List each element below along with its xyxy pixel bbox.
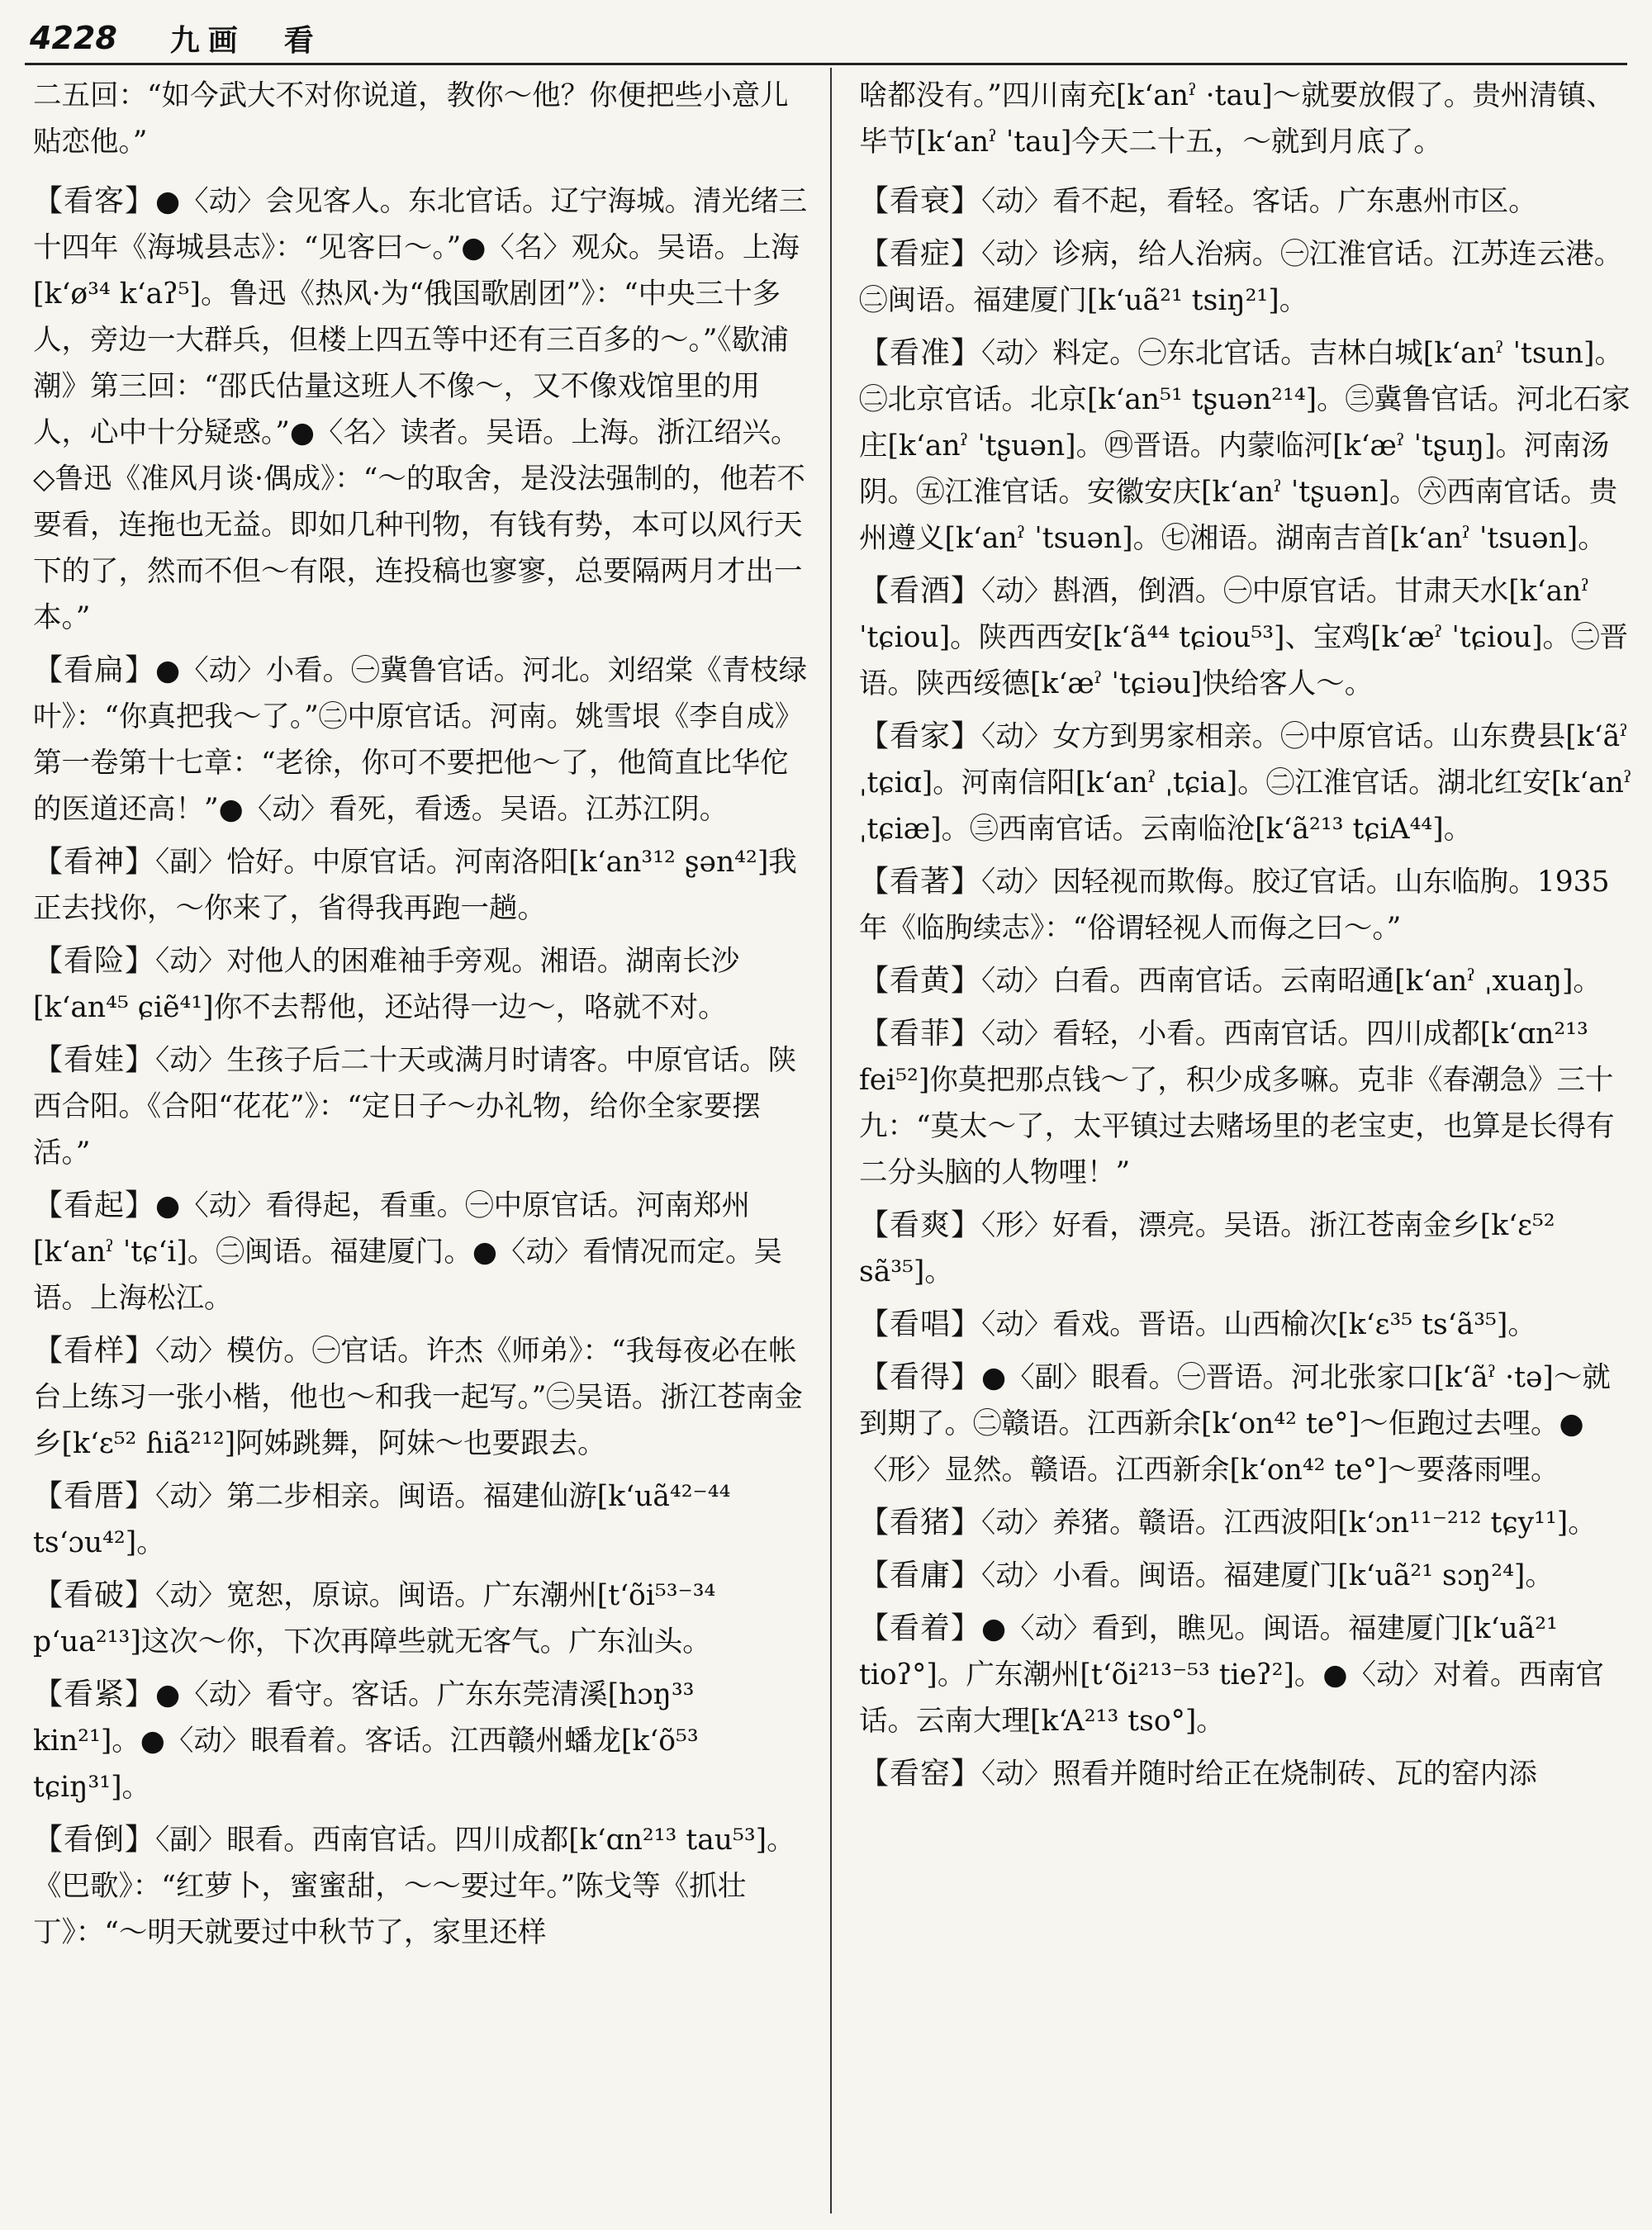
entry-text: 〈动〉因轻视而欺侮。胶辽官话。山东临朐。1935年《临朐续志》：“俗谓轻视人而侮之曰～。” <box>859 866 1610 945</box>
page-number: 4228 <box>30 20 117 56</box>
entry-headword: 【看爽】 <box>859 1208 982 1242</box>
entry-headword: 【看着】 <box>859 1611 982 1645</box>
dictionary-entry <box>859 859 1635 951</box>
entry-headword: 【看样】 <box>33 1334 156 1368</box>
entry-text: 〈动〉看不起，看轻。客话。广东惠州市区。 <box>981 185 1537 218</box>
entry-headword: 【看准】 <box>859 336 982 370</box>
dictionary-entry <box>33 178 809 641</box>
dictionary-entry <box>33 1328 809 1467</box>
entry-headword: 【看厝】 <box>33 1479 156 1513</box>
entry-headword: 【看猪】 <box>859 1506 982 1540</box>
entry-headword: 【看唱】 <box>859 1307 982 1341</box>
entry-text: 〈副〉眼看。西南官话。四川成都[kʻɑn²¹³ tau⁵³]。《巴歌》：“红萝卜，蜜蜜甜，～～要过年。”陈戈等《抓壮丁》：“～明天就要过中秋节了，家里还样 <box>33 1824 795 1949</box>
dictionary-entry <box>33 938 809 1031</box>
dictionary-entry <box>859 178 1635 225</box>
entry-text: ●〈动〉看得起，看重。㊀中原官话。河南郑州[kʻanˀ ˈtɕʻi]。㊁闽语。福建厦门。●〈动〉看情况而定。吴语。上海松江。 <box>33 1189 782 1315</box>
right-column <box>859 73 1635 1804</box>
dictionary-entry <box>859 231 1635 324</box>
dictionary-entry <box>859 330 1635 562</box>
entry-headword: 【看窑】 <box>859 1757 982 1791</box>
entry-headword: 【看家】 <box>859 719 982 753</box>
entry-headword: 【看酒】 <box>859 574 982 608</box>
entry-headword: 【看症】 <box>859 237 982 271</box>
entry-text: 〈动〉养猪。赣语。江西波阳[kʻɔn¹¹⁻²¹² tɕy¹¹]。 <box>981 1506 1597 1540</box>
column-divider <box>830 68 832 2213</box>
entry-text: 啥都没有。”四川南充[kʻanˀ ·tau]～就要放假了。贵州清镇、毕节[kʻanˀ ˈtau]今天二十五，～就到月底了。 <box>859 79 1615 159</box>
dictionary-entry <box>859 1011 1635 1196</box>
entry-text: ●〈动〉看到，瞧见。闽语。福建厦门[kʻuã²¹ tioʔ°]。广东潮州[tʻõi²¹³⁻⁵³ tieʔ²]。●〈动〉对着。西南官话。云南大理[kʻA²¹³ tso°]。 <box>859 1612 1605 1738</box>
dictionary-entry <box>859 1203 1635 1295</box>
dictionary-entry <box>859 1606 1635 1744</box>
dictionary-entry <box>33 1037 809 1176</box>
entry-text: 〈动〉生孩子后二十天或满月时请客。中原官话。陕西合阳。《合阳“花花”》：“定日子～办礼物，给你全家要摆活。” <box>33 1044 797 1170</box>
entry-text: 〈动〉宽恕，原谅。闽语。广东潮州[tʻõi⁵³⁻³⁴ pʻua²¹³]这次～你，下次再障些就无客气。广东汕头。 <box>33 1579 716 1658</box>
entry-headword: 【看客】 <box>33 184 156 218</box>
entry-headword: 【看倒】 <box>33 1823 156 1857</box>
entry-text: ●〈副〉眼看。㊀晋语。河北张家口[kʻãˀ ·tə]～就到期了。㊁赣语。江西新余[kʻon⁴² te°]～佢跑过去哩。●〈形〉显然。赣语。江西新余[kʻon⁴² te°]～要落雨哩。 <box>859 1361 1611 1487</box>
entry-text: 〈动〉白看。西南官话。云南昭通[kʻanˀ ˌxuaŋ]。 <box>981 965 1602 998</box>
entry-headword: 【看扁】 <box>33 653 156 687</box>
entry-text: 〈动〉看戏。晋语。山西榆次[kʻɛ³⁵ tsʻã³⁵]。 <box>981 1308 1536 1341</box>
entry-headword: 【看衰】 <box>859 184 982 218</box>
entry-headword: 【看起】 <box>33 1189 156 1222</box>
entry-text: ●〈动〉小看。㊀冀鲁官话。河北。刘绍棠《青枝绿叶》：“你真把我～了。”㊁中原官话。河南。姚雪垠《李自成》第一卷第十七章：“老徐，你可不要把他～了，他简直比华佗的医道还高！”●〈动〉看死，看透。吴语。江苏江阴。 <box>33 654 808 826</box>
entry-headword: 【看庸】 <box>859 1559 982 1592</box>
entry-text: 〈动〉料定。㊀东北官话。吉林白城[kʻanˀ ˈtsun]。㊁北京官话。北京[kʻan⁵¹ tʂuən²¹⁴]。㊂冀鲁官话。河北石家庄[kʻanˀ ˈtʂuən]。㊃晋语。内蒙临河[kʻæˀ ˈtʂuŋ]。河南汤阴。㊄江淮官话。安徽安庆[kʻanˀ ˈtʂuən]。㊅西南官话。贵州遵义[kʻanˀ ˈtsuən]。㊆湘语。湖南吉首[kʻanˀ ˈtsuən]。 <box>859 337 1631 555</box>
entry-text: 〈形〉好看，漂亮。吴语。浙江苍南金乡[kʻɛ⁵² sã³⁵]。 <box>859 1209 1555 1288</box>
entry-text: 〈动〉小看。闽语。福建厦门[kʻuã²¹ sɔŋ²⁴]。 <box>981 1559 1554 1592</box>
dictionary-entry <box>33 1183 809 1321</box>
dictionary-entry <box>859 1355 1635 1493</box>
entry-text: 〈动〉模仿。㊀官话。许杰《师弟》：“我每夜必在帐台上练习一张小楷，他也～和我一起写。”㊁吴语。浙江苍南金乡[kʻɛ⁵² ɦiã²¹²]阿姊跳舞，阿妹～也要跟去。 <box>33 1335 803 1460</box>
entry-text: ●〈动〉会见客人。东北官话。辽宁海城。清光绪三十四年《海城县志》：“见客曰～。”●〈名〉观众。吴语。上海[kʻø³⁴ kʻaʔ⁵]。鲁迅《热风·为“俄国歌剧团”》：“中央三十多人，旁边一大群兵，但楼上四五等中还有三百多的～。”《歇浦潮》第三回：“邵氏估量这班人不像～，又不像戏馆里的用人，心中十分疑惑。”●〈名〉读者。吴语。上海。浙江绍兴。◇鲁迅《准风月谈·偶成》：“～的取舍，是没法强制的，他若不要看，连拖也无益。即如几种刊物，有钱有势，本可以风行天下的了，然而不但～有限，连投稿也寥寥，总要隔两月才出一本。” <box>33 185 808 634</box>
entry-text: 〈动〉第二步相亲。闽语。福建仙游[kʻuã⁴²⁻⁴⁴ tsʻɔu⁴²]。 <box>33 1480 731 1559</box>
entry-text: 〈动〉诊病，给人治病。㊀江淮官话。江苏连云港。㊁闽语。福建厦门[kʻuã²¹ tsiŋ²¹]。 <box>859 238 1623 317</box>
dictionary-entry <box>859 568 1635 707</box>
dictionary-entry <box>859 1553 1635 1599</box>
entry-headword: 【看险】 <box>33 944 156 978</box>
entry-headword: 【看得】 <box>859 1360 982 1394</box>
entry-headword: 【看破】 <box>33 1578 156 1612</box>
entry-headword: 【看菲】 <box>859 1017 982 1051</box>
entry-text: 〈动〉看轻，小看。西南官话。四川成都[kʻɑn²¹³ fei⁵²]你莫把那点钱～了，积少成多嘛。克非《春潮急》三十九：“莫太～了，太平镇过去赌场里的老宝吏，也算是长得有二分头脑的人物哩！” <box>859 1018 1615 1189</box>
dictionary-entry <box>33 1672 809 1810</box>
section-title: 九画 看 <box>169 23 322 58</box>
entry-text: 〈动〉对他人的困难袖手旁观。湘语。湖南长沙[kʻan⁴⁵ ɕiẽ⁴¹]你不去帮他，还站得一边～，咯就不对。 <box>33 945 740 1024</box>
entry-text: 〈副〉恰好。中原官话。河南洛阳[kʻan³¹² ʂən⁴²]我正去找你，～你来了，省得我再跑一趟。 <box>33 846 797 925</box>
entry-headword: 【看黄】 <box>859 964 982 998</box>
dictionary-entry <box>33 648 809 833</box>
dictionary-entry <box>859 1500 1635 1546</box>
entry-text: 〈动〉斟酒，倒酒。㊀中原官话。甘肃天水[kʻanˀ ˈtɕiou]。陕西西安[kʻã⁴⁴ tɕiou⁵³]、宝鸡[kʻæˀ ˈtɕiou]。㊁晋语。陕西绥德[kʻæˀ ˈtɕiəu]快给客人～。 <box>859 575 1629 700</box>
dictionary-entry <box>859 73 1635 165</box>
dictionary-entry <box>859 1302 1635 1348</box>
entry-headword: 【看著】 <box>859 865 982 899</box>
dictionary-entry <box>33 1473 809 1566</box>
entry-text: 二五回：“如今武大不对你说道，教你～他？你便把些小意儿贴恋他。” <box>33 79 789 159</box>
header-rule <box>25 63 1627 65</box>
dictionary-entry <box>33 839 809 932</box>
dictionary-entry <box>33 1573 809 1665</box>
dictionary-entry <box>33 73 809 165</box>
entry-headword: 【看娃】 <box>33 1043 156 1077</box>
page-header <box>30 15 1619 61</box>
entry-headword: 【看紧】 <box>33 1677 156 1711</box>
entry-text: ●〈动〉看守。客话。广东东莞清溪[hɔŋ³³ kin²¹]。●〈动〉眼看着。客话。江西赣州蟠龙[kʻõ⁵³ tɕiŋ³¹]。 <box>33 1678 699 1804</box>
dictionary-entry <box>859 714 1635 852</box>
dictionary-entry <box>33 1817 809 1956</box>
entry-text: 〈动〉照看并随时给正在烧制砖、瓦的窑内添 <box>981 1758 1537 1791</box>
left-column <box>33 73 809 1962</box>
entry-text: 〈动〉女方到男家相亲。㊀中原官话。山东费县[kʻãˀ ˌtɕiɑ]。河南信阳[kʻanˀ ˌtɕia]。㊁江淮官话。湖北红安[kʻanˀ ˌtɕiæ]。㊂西南官话。云南临沧[kʻã²¹³ tɕiA⁴⁴]。 <box>859 720 1632 846</box>
dictionary-entry <box>859 1751 1635 1797</box>
dictionary-entry <box>859 958 1635 1004</box>
entry-headword: 【看神】 <box>33 845 156 879</box>
